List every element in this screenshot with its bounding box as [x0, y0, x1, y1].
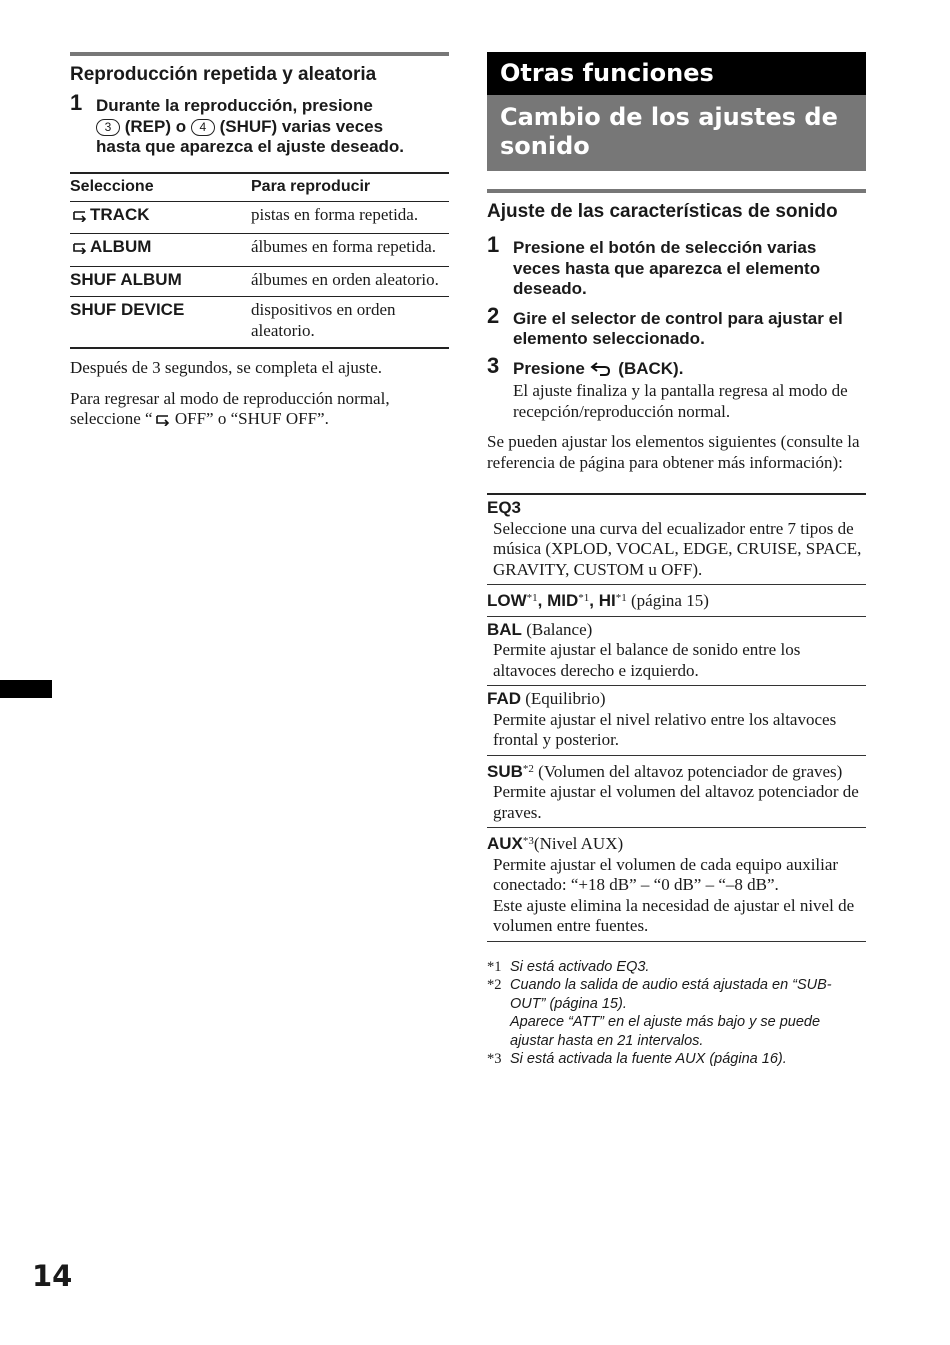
- step-number: 1: [70, 90, 83, 115]
- button-3-icon: 3: [96, 119, 120, 136]
- table-row: TRACK pistas en forma repetida.: [70, 201, 449, 234]
- table-row: SHUF DEVICE dispositivos en orden aleatorio.: [70, 297, 449, 349]
- repeat-shuffle-table: [70, 172, 449, 350]
- table-row: ALBUM álbumes en forma repetida.: [70, 234, 449, 267]
- intro-text: Se pueden ajustar los elementos siguientes (consulte la referencia de página para obtener más información):: [487, 432, 860, 472]
- footnote: *2 Cuando la salida de audio está ajustada en “SUB-OUT” (página 15).: [487, 977, 832, 1012]
- section-rule: [70, 52, 449, 56]
- footnote: *1 Si está activado EQ3.: [487, 958, 650, 975]
- subsection-title: Cambio de los ajustes de sonido: [487, 95, 866, 171]
- footnote: *3 Si está activada la fuente AUX (página 16).: [487, 1051, 787, 1067]
- back-arrow-icon: [590, 361, 614, 382]
- footnote: Aparece “ATT” en el ajuste más bajo y se puede ajustar hasta en 21 intervalos.: [510, 1014, 821, 1049]
- list-item: BAL (Balance) Permite ajustar el balance de sonido entre los altavoces derecho e izquierdo.: [487, 617, 866, 687]
- repeat-icon: [70, 239, 90, 260]
- footnotes: [487, 958, 866, 1069]
- col-header-select: Seleccione: [70, 173, 251, 202]
- list-item: SUB$^{*2}$ (Volumen del altavoz potenciador de graves) Permite ajustar el volumen del altavoz potenciador de graves.: [487, 756, 866, 829]
- section-title: Otras funciones: [487, 52, 866, 95]
- repeat-icon: [70, 207, 90, 228]
- list-item: AUX$^{*3}$(Nivel AUX) Permite ajustar el volumen de cada equipo auxiliar conectado: “+18 dB” – “0 dB” – “–8 dB”. Este ajuste elimina la necesidad de ajustar el nivel de volumen entre fuentes.: [487, 828, 866, 942]
- table-row: SHUF ALBUM álbumes en orden aleatorio.: [70, 266, 449, 297]
- settings-list: [487, 493, 866, 942]
- right-column: [487, 52, 866, 1069]
- left-column: [70, 52, 449, 432]
- return-note: Para regresar al modo de reproducción normal, seleccione “ OFF” o “SHUF OFF”.: [70, 389, 449, 432]
- step-1: 1 Durante la reproducción, presione 3 (REP) o 4 (SHUF) varias veces hasta que aparezca el ajuste deseado.: [70, 90, 405, 156]
- section-rule: [487, 189, 866, 193]
- heading-sound-settings: Ajuste de las características de sonido: [487, 201, 838, 222]
- side-tab-marker: [0, 680, 52, 698]
- repeat-icon: [153, 411, 171, 432]
- button-4-icon: 4: [191, 119, 215, 136]
- list-item: LOW$^{*1}$, MID$^{*1}$, HI$^{*1}$ (página 15): [487, 585, 866, 617]
- list-item: FAD (Equilibrio) Permite ajustar el nivel relativo entre los altavoces frontal y posterior.: [487, 686, 866, 756]
- after-note: Después de 3 segundos, se completa el ajuste.: [70, 358, 383, 377]
- step-3: 3 Presione (BACK). El ajuste finaliza y la pantalla regresa al modo de recepción/reproducción normal.: [487, 352, 848, 421]
- heading-repeat-shuffle: Reproducción repetida y aleatoria: [70, 64, 377, 85]
- step-1: 1 Presione el botón de selección varias veces hasta que aparezca el elemento deseado.: [487, 232, 821, 298]
- col-header-play: Para reproducir: [251, 173, 449, 202]
- step-2: 2 Gire el selector de control para ajustar el elemento seleccionado.: [487, 302, 843, 348]
- page-number: 14: [32, 1259, 73, 1293]
- list-item: EQ3 Seleccione una curva del ecualizador entre 7 tipos de música (XPLOD, VOCAL, EDGE, CRUISE, SPACE, GRAVITY, CUSTOM u OFF).: [487, 495, 866, 585]
